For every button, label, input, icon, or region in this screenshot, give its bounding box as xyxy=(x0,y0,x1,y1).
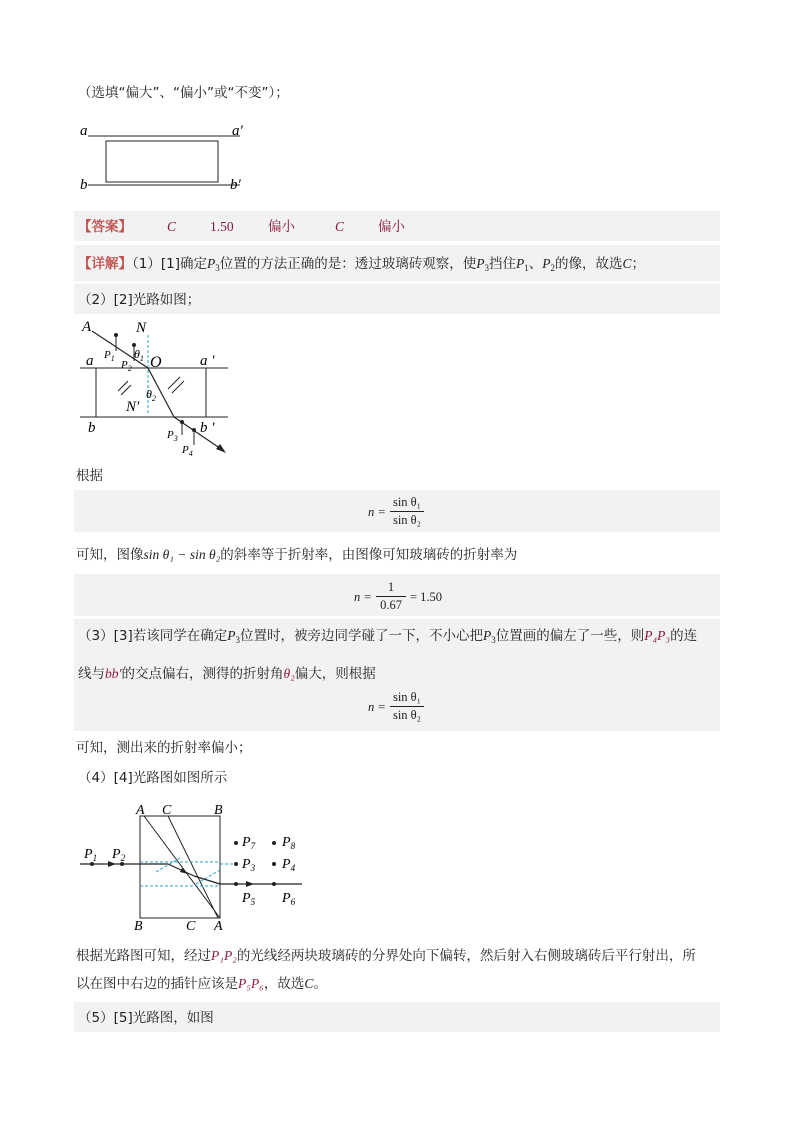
svg-text:P4: $P_4$ xyxy=(282,857,296,873)
svg-text:P8: $P_8$ xyxy=(282,835,296,851)
fig2-N-prime: N′ xyxy=(126,399,140,415)
part4-line-1: 根据光路图可知，经过P₁P₂的光线经两块玻璃砖的分界处向下偏转，然后射入右侧玻璃砖后平行射出，所 xyxy=(76,948,696,964)
fig2-A: A xyxy=(82,319,92,335)
part5-heading: （5）[5]光路图，如图 xyxy=(78,1010,214,1026)
svg-text:P3: $P_3$ xyxy=(242,857,256,873)
svg-text:P2: $P_2$ xyxy=(112,847,126,863)
light-path-diagram xyxy=(76,315,230,460)
svg-text:P5: $P_5$ xyxy=(242,891,256,907)
svg-text:θ1: $\theta_1$ xyxy=(134,347,144,363)
fig3-B-bot: B xyxy=(134,919,143,934)
fig2-N: N xyxy=(136,320,147,336)
prism-diagram xyxy=(76,798,316,938)
svg-text:P2: $P_2$ xyxy=(121,359,132,373)
fig3-B-top: B xyxy=(214,803,223,818)
fig2-b: b xyxy=(88,420,96,436)
slope-line: 可知，图像sin θ₁ − sin θ₂的斜率等于折射率，由图像可知玻璃砖的折射率为 xyxy=(76,547,518,563)
fill-hint: （选填“偏大”、“偏小”或“不变”）； xyxy=(78,85,289,101)
fig2-a: a xyxy=(86,353,94,369)
fig3-C-top: C xyxy=(162,803,172,818)
label-a-prime: a′ xyxy=(232,123,243,139)
answer-3: 偏小 xyxy=(268,219,295,235)
label-b-prime: b′ xyxy=(230,177,241,193)
svg-text:P4: $P_4$ xyxy=(182,444,193,458)
detail-line-2: （2）[2]光路如图； xyxy=(78,292,201,308)
slab-diagram xyxy=(76,118,256,198)
fig2-a-prime: a ′ xyxy=(200,353,215,369)
fig3-C-bot: C xyxy=(186,919,196,934)
label-a: a xyxy=(80,123,88,139)
detail-line-1: 【详解】（1）[1]确定$P_3$位置的方法正确的是：透过玻璃砖观察，使$P_3$挡住$P_1$、$P_2$的像，故选C； xyxy=(78,256,645,273)
part4-line-2: 以在图中右边的插针应该是P₅P₆，故选C。 xyxy=(76,976,327,992)
answer-2: 1.50 xyxy=(210,219,234,234)
part3-line-1: （3）[3]若该同学在确定$P_3$位置时，被旁边同学碰了一下，不小心把$P_3$位置画的偏左了一些，则P₄P₃的连 xyxy=(78,628,698,645)
svg-text:P7: $P_7$ xyxy=(242,835,256,851)
svg-text:P1: $P_1$ xyxy=(84,847,98,863)
answer-tag: 【答案】 xyxy=(78,219,132,235)
fig2-b-prime: b ′ xyxy=(200,420,215,436)
part4-heading: （4）[4]光路图如图所示 xyxy=(78,770,228,786)
answer-5: 偏小 xyxy=(378,219,405,235)
part3-conclusion: 可知，测出来的折射率偏小； xyxy=(76,740,252,756)
answer-4: C xyxy=(335,219,345,234)
label-b: b xyxy=(80,177,88,193)
genju-1: 根据 xyxy=(76,468,103,484)
svg-text:P1: $P_1$ xyxy=(104,349,115,363)
fig3-A-bot: A xyxy=(214,919,223,934)
fig2-O: O xyxy=(150,354,162,371)
svg-text:P3: $P_3$ xyxy=(167,429,178,443)
answer-row xyxy=(78,217,405,237)
svg-text:P6: $P_6$ xyxy=(282,891,296,907)
part3-line-2: 线与bb′的交点偏右，测得的折射角θ₂偏大，则根据 xyxy=(78,666,376,682)
svg-text:θ2: $\theta_2$ xyxy=(146,387,156,403)
answer-1: C xyxy=(167,219,177,234)
fig3-A-top: A xyxy=(136,803,145,818)
